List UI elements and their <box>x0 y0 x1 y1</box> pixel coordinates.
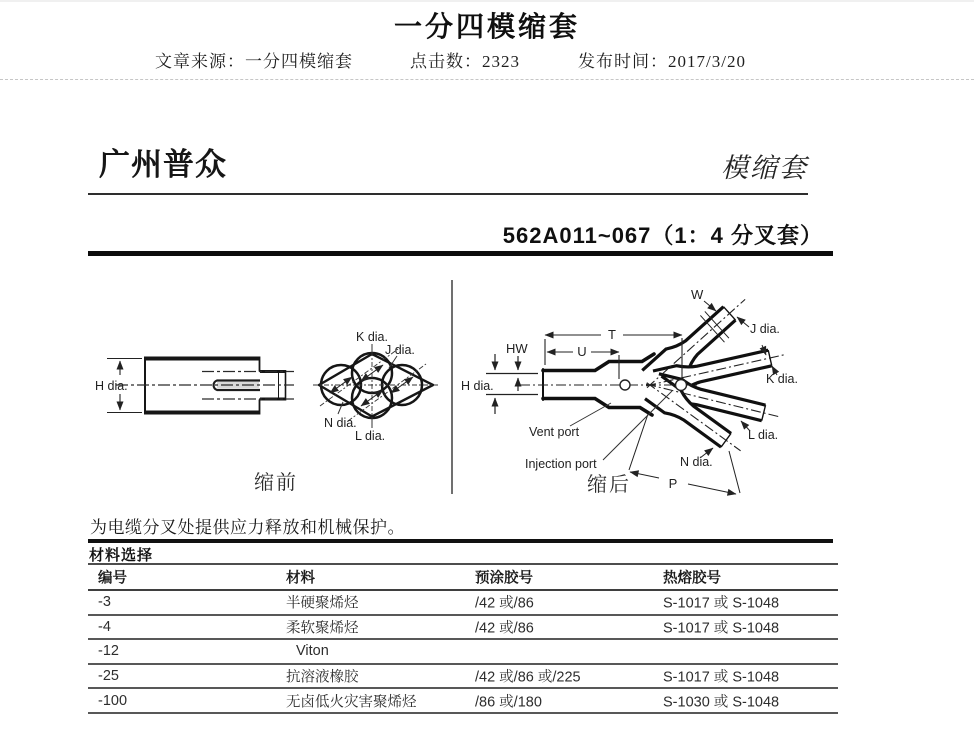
before-shrink-diagram <box>95 330 438 494</box>
after-shrink-diagram <box>461 287 798 496</box>
cell-number: -100 <box>98 692 128 709</box>
cell-number: -25 <box>98 668 119 685</box>
injection-port-hole <box>676 380 687 391</box>
cell-number: -3 <box>98 594 111 611</box>
column-header-hotmelt: 热熔胶号 <box>663 570 721 587</box>
cell-number: -4 <box>98 618 111 635</box>
column-header-number: 编号 <box>98 570 127 587</box>
meta-hits-label: 点击数： <box>410 52 482 71</box>
meta-hits <box>410 47 520 72</box>
meta-source <box>155 47 353 72</box>
vent-port-label: Vent port <box>529 425 580 439</box>
thick-rule-materials <box>88 539 833 543</box>
cell-precoat: /86 或/180 <box>475 694 542 711</box>
table-row <box>88 591 838 616</box>
cell-precoat: /42 或/86 <box>475 620 534 637</box>
after-w-label: W <box>691 287 704 302</box>
meta-date-value: 2017/3/20 <box>668 52 746 71</box>
header-rule <box>88 193 808 195</box>
vent-port-hole <box>620 380 630 390</box>
injection-port-label: Injection port <box>525 457 597 471</box>
before-j-dia-label: J dia. <box>385 343 415 357</box>
cell-precoat: /42 或/86 <box>475 595 534 612</box>
cell-material: 无卤低火灾害聚烯烃 <box>286 694 417 711</box>
before-h-dia-label: H dia. <box>95 379 128 393</box>
after-caption: 缩后 <box>587 474 631 496</box>
after-k-dia-label: K dia. <box>766 372 798 386</box>
cell-precoat: /42 或/86 或/225 <box>475 669 581 686</box>
cell-material: 半硬聚烯烃 <box>286 595 359 612</box>
brand-name: 广州普众 <box>99 147 227 182</box>
after-hw-label: HW <box>506 341 528 356</box>
part-number: 562A011~067（1：4 分叉套） <box>502 223 823 248</box>
before-n-dia-label: N dia. <box>324 416 357 430</box>
after-h-dia-label: H dia. <box>461 379 494 393</box>
product-type: 模缩套 <box>721 153 808 183</box>
after-j-dia-label: J dia. <box>750 322 780 336</box>
table-row <box>88 689 838 714</box>
table-row <box>88 640 838 665</box>
before-l-dia-label: L dia. <box>355 429 386 443</box>
cell-material: Viton <box>296 643 329 660</box>
meta-source-label: 文章来源： <box>155 52 245 71</box>
thick-rule-top <box>88 251 833 256</box>
column-header-precoat: 预涂胶号 <box>475 570 533 587</box>
cell-hotmelt: S-1017 或 S-1048 <box>663 620 780 637</box>
cell-material: 柔软聚烯烃 <box>286 620 359 637</box>
product-description: 为电缆分叉处提供应力释放和机械保护。 <box>90 518 405 537</box>
table-row <box>88 665 838 690</box>
after-l-dia-label: L dia. <box>748 428 779 442</box>
materials-section-title: 材料选择 <box>89 547 154 564</box>
after-u-label: U <box>577 344 587 359</box>
dashed-separator <box>0 79 974 80</box>
after-n-dia-label: N dia. <box>680 455 713 469</box>
before-caption: 缩前 <box>254 472 298 494</box>
meta-hits-value: 2323 <box>482 52 520 71</box>
materials-header-row <box>88 565 838 591</box>
cell-number: -12 <box>98 643 119 660</box>
page-title: 一分四模缩套 <box>393 11 580 42</box>
after-t-label: T <box>608 327 616 342</box>
before-k-dia-label: K dia. <box>356 330 388 344</box>
cell-hotmelt: S-1030 或 S-1048 <box>663 694 780 711</box>
cell-material: 抗溶液橡胶 <box>286 669 359 686</box>
cell-hotmelt: S-1017 或 S-1048 <box>663 595 780 612</box>
table-row <box>88 616 838 641</box>
cell-hotmelt: S-1017 或 S-1048 <box>663 669 780 686</box>
technical-diagram <box>85 265 880 507</box>
meta-source-value: 一分四模缩套 <box>245 52 353 71</box>
meta-date <box>578 47 746 72</box>
article-meta <box>0 47 974 71</box>
after-p-label: P <box>668 476 678 491</box>
materials-table <box>88 563 838 714</box>
column-header-material: 材料 <box>286 570 315 587</box>
meta-date-label: 发布时间： <box>578 52 668 71</box>
